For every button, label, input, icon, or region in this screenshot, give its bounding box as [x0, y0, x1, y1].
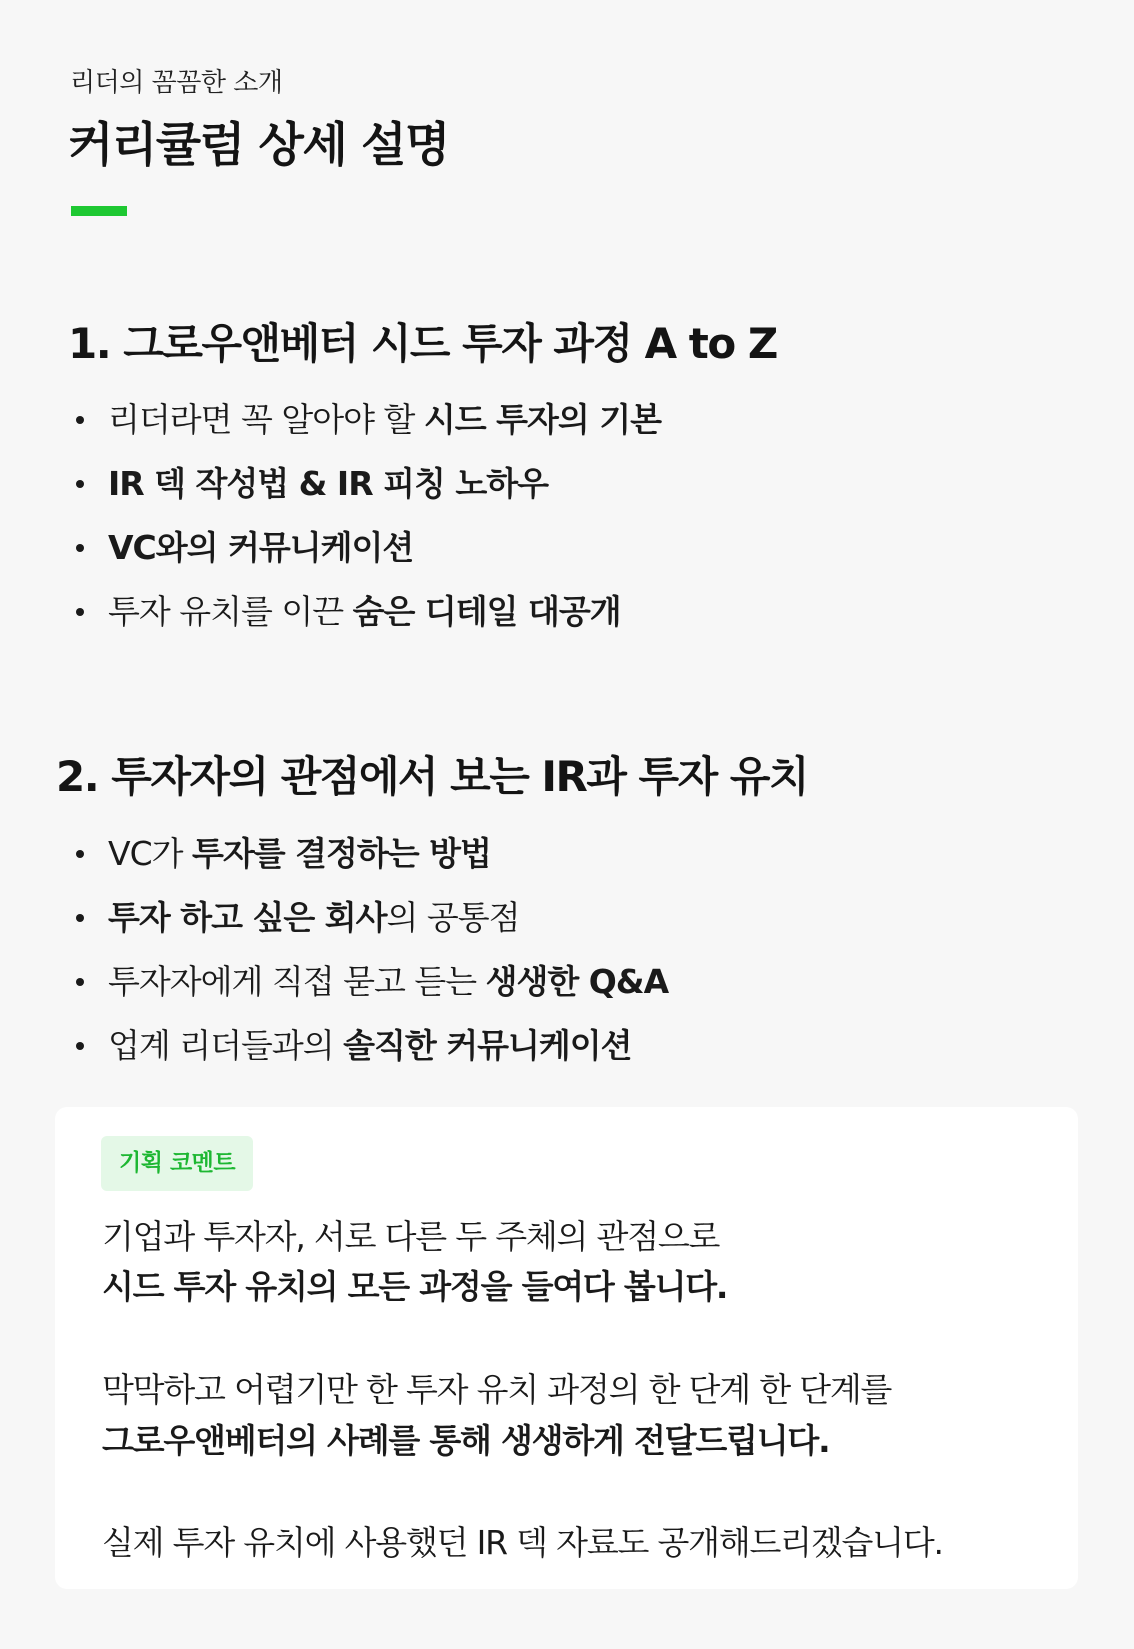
item-text: 투자자에게 직접 묻고 듣는 — [108, 962, 486, 1001]
bullet-dot — [76, 544, 84, 552]
comment-line-4: 그로우앤베터의 사례를 통해 생생하게 전달드립니다. — [102, 1421, 830, 1460]
comment-line-3: 막막하고 어렵기만 한 투자 유치 과정의 한 단계 한 단계를 — [102, 1370, 892, 1409]
section-1-heading: 1. 그로우앤베터 시드 투자 과정 A to Z — [68, 319, 777, 368]
item-emphasis: 투자 하고 싶은 회사 — [108, 898, 387, 937]
item-text-after: 의 공통점 — [386, 898, 520, 937]
item-text: 투자 유치를 이끈 — [108, 592, 353, 631]
bullet-dot — [76, 978, 84, 986]
item-emphasis: VC와의 커뮤니케이션 — [108, 528, 414, 567]
item-emphasis: 시드 투자의 기본 — [423, 400, 661, 439]
eyebrow-text: 리더의 꼼꼼한 소개 — [70, 68, 283, 98]
bullet-dot — [76, 850, 84, 858]
item-emphasis: IR 덱 작성법 & IR 피칭 노하우 — [108, 464, 548, 503]
comment-line-2: 시드 투자 유치의 모든 과정을 들여다 봅니다. — [102, 1267, 728, 1306]
section-2-list — [0, 830, 668, 1086]
comment-line-5: 실제 투자 유치에 사용했던 IR 덱 자료도 공개해드리겠습니다. — [102, 1523, 943, 1562]
item-text: VC가 — [108, 834, 192, 873]
item-emphasis: 숨은 디테일 대공개 — [352, 592, 621, 631]
bullet-dot — [76, 416, 84, 424]
list-item — [0, 460, 661, 524]
bullet-dot — [76, 914, 84, 922]
item-emphasis: 솔직한 커뮤니케이션 — [343, 1026, 632, 1065]
list-item — [0, 894, 668, 958]
bullet-dot — [76, 1042, 84, 1050]
planning-comment-card — [55, 1107, 1078, 1589]
title-accent-bar — [71, 206, 127, 216]
item-emphasis: 투자를 결정하는 방법 — [192, 834, 491, 873]
bullet-dot — [76, 480, 84, 488]
page-title: 커리큘럼 상세 설명 — [68, 118, 449, 173]
item-emphasis: 생생한 Q&A — [485, 962, 669, 1001]
section-1-list — [0, 396, 661, 652]
comment-tag: 기획 코멘트 — [101, 1136, 253, 1191]
comment-line-1: 기업과 투자자, 서로 다른 두 주체의 관점으로 — [102, 1217, 720, 1256]
list-item — [0, 524, 661, 588]
list-item — [0, 958, 668, 1022]
bullet-dot — [76, 608, 84, 616]
item-text: 리더라면 꼭 알아야 할 — [108, 400, 424, 439]
list-item — [0, 396, 661, 460]
list-item — [0, 1022, 668, 1086]
section-2-heading: 2. 투자자의 관점에서 보는 IR과 투자 유치 — [56, 752, 808, 801]
list-item — [0, 830, 668, 894]
item-text: 업계 리더들과의 — [108, 1026, 344, 1065]
list-item — [0, 588, 661, 652]
